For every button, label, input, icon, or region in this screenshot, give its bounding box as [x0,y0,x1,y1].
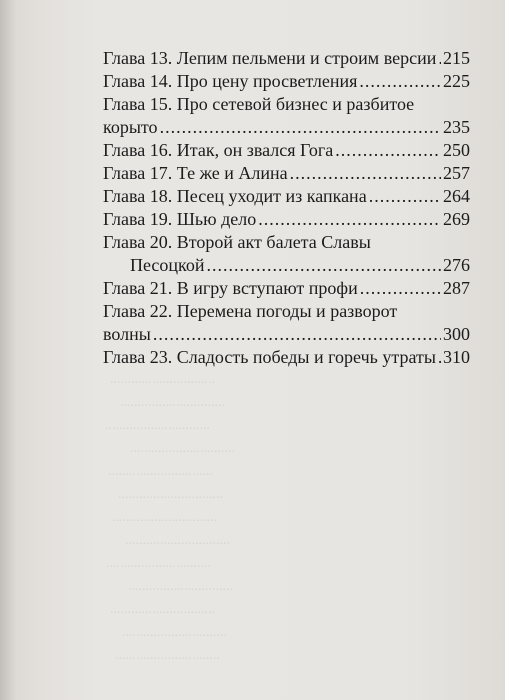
toc-chapter-title: Глава 18. Песец уходит из капкана [103,186,367,206]
toc-page-number: 225 [443,71,470,91]
toc-entry-chapter-21 [103,277,470,300]
toc-line [103,70,470,93]
toc-chapter-title-cont: волны [103,324,151,344]
toc-line [103,139,470,162]
toc-page-number: 300 [443,324,470,344]
toc-leader-dots [258,208,441,231]
toc-line [103,346,470,369]
toc-leader-dots [160,116,441,139]
toc-chapter-title-cont: Песоцкой [130,255,205,275]
toc-line [103,162,470,185]
toc-chapter-title: Глава 22. Перемена погоды и разворот [103,301,398,321]
toc-chapter-title: Глава 17. Те же и Алина [103,163,288,183]
show-through-background: .............................. .............................. .............................. .............................. .............................. .............................. .............................. .............................. .............................. .............................. .............................. .............................. .............................. [105,372,235,663]
toc-chapter-title: Глава 15. Про сетевой бизнес и разбитое [103,94,415,114]
toc-entry-chapter-15 [103,93,470,139]
toc-chapter-title: Глава 19. Шью дело [103,209,257,229]
toc-entry-chapter-13 [103,47,470,70]
toc-entry-chapter-23 [103,346,470,369]
toc-leader-dots [369,185,441,208]
toc-line-continuation [103,323,470,346]
toc-leader-dots [335,139,441,162]
toc-chapter-title: Глава 21. В игру вступают профи [103,278,358,298]
toc-chapter-title: Глава 16. Итак, он звался Гога [103,140,334,160]
toc-line-continuation [103,254,470,277]
book-spine-shadow [0,0,16,700]
toc-entry-chapter-19 [103,208,470,231]
toc-chapter-title: Глава 23. Сладость победы и горечь утраты [103,347,436,367]
toc-leader-dots [438,346,441,369]
toc-leader-dots [207,254,441,277]
toc-line-continuation [103,116,470,139]
toc-line [103,47,470,70]
toc-chapter-title: Глава 20. Второй акт балета Славы [103,232,371,252]
toc-page-number: 287 [443,278,470,298]
toc-page-number: 235 [443,117,470,137]
toc-leader-dots [153,323,441,346]
toc-page-number: 269 [443,209,470,229]
toc-leader-dots [438,47,441,70]
toc-line [103,300,470,323]
toc-page-number: 215 [443,48,470,68]
toc-leader-dots [360,277,441,300]
toc-page-number: 310 [443,347,470,367]
toc-chapter-title-cont: корыто [103,117,158,137]
toc-page-number: 276 [443,255,470,275]
toc-line [103,208,470,231]
toc-page-number: 257 [443,163,470,183]
toc-leader-dots [290,162,441,185]
toc-entry-chapter-17 [103,162,470,185]
toc-leader-dots [359,70,441,93]
toc-line [103,93,470,116]
toc-line [103,185,470,208]
toc-line [103,277,470,300]
toc-line [103,231,470,254]
toc-entry-chapter-16 [103,139,470,162]
toc-page-number: 264 [443,186,470,206]
toc-entry-chapter-22 [103,300,470,346]
toc-chapter-title: Глава 13. Лепим пельмени и строим версии [103,48,437,68]
toc-entry-chapter-20 [103,231,470,277]
toc-chapter-title: Глава 14. Про цену просветления [103,71,358,91]
table-of-contents [103,47,470,369]
toc-page-number: 250 [443,140,470,160]
toc-entry-chapter-18 [103,185,470,208]
toc-entry-chapter-14 [103,70,470,93]
